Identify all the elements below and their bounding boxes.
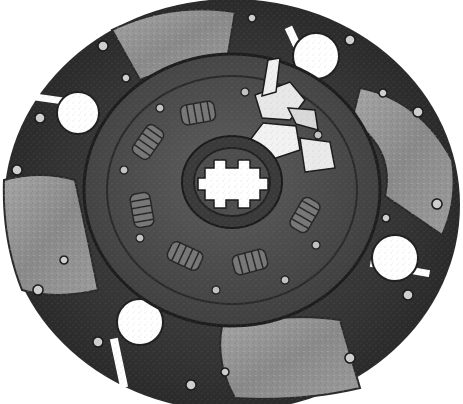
grain-overlay: [4, 0, 460, 404]
